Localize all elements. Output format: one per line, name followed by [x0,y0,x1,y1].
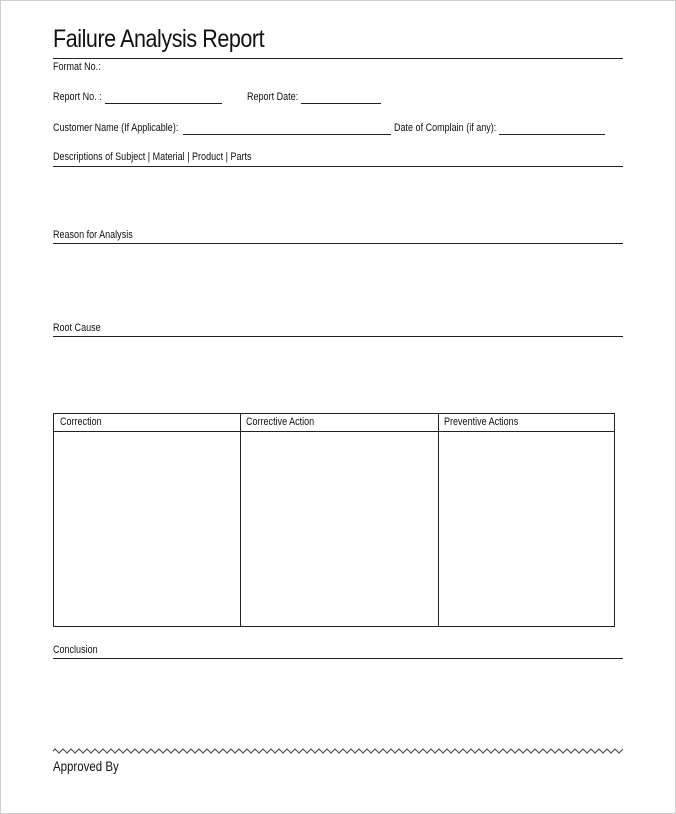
signature-wavy-line [53,747,623,755]
reason-underline [53,243,623,244]
report-no-label: Report No. : [53,91,102,103]
report-no-field[interactable] [105,103,222,104]
customer-name-label: Customer Name (If Applicable): [53,122,179,134]
root-cause-underline [53,336,623,337]
root-cause-label: Root Cause [53,322,101,334]
report-title: Failure Analysis Report [53,25,265,53]
header-preventive-actions: Preventive Actions [444,416,519,428]
conclusion-label: Conclusion [53,644,98,656]
approved-by-label: Approved By [53,758,119,774]
date-of-complaint-label: Date of Complain (if any): [394,122,497,134]
customer-name-field[interactable] [183,134,391,135]
header-corrective-action: Corrective Action [246,416,315,428]
actions-table [53,413,615,627]
descriptions-label: Descriptions of Subject | Material | Product | Parts [53,151,252,163]
format-no-label: Format No.: [53,61,101,73]
preventive-actions-cell[interactable] [439,432,614,626]
corrective-action-cell[interactable] [241,432,437,626]
actions-table-header-row [54,414,614,432]
reason-label: Reason for Analysis [53,229,133,241]
report-date-label: Report Date: [247,91,299,103]
header-correction: Correction [60,416,102,428]
conclusion-underline [53,658,623,659]
date-of-complaint-field[interactable] [499,134,605,135]
title-underline [53,58,623,59]
descriptions-underline [53,166,623,167]
correction-cell[interactable] [55,432,239,626]
report-date-field[interactable] [301,103,381,104]
